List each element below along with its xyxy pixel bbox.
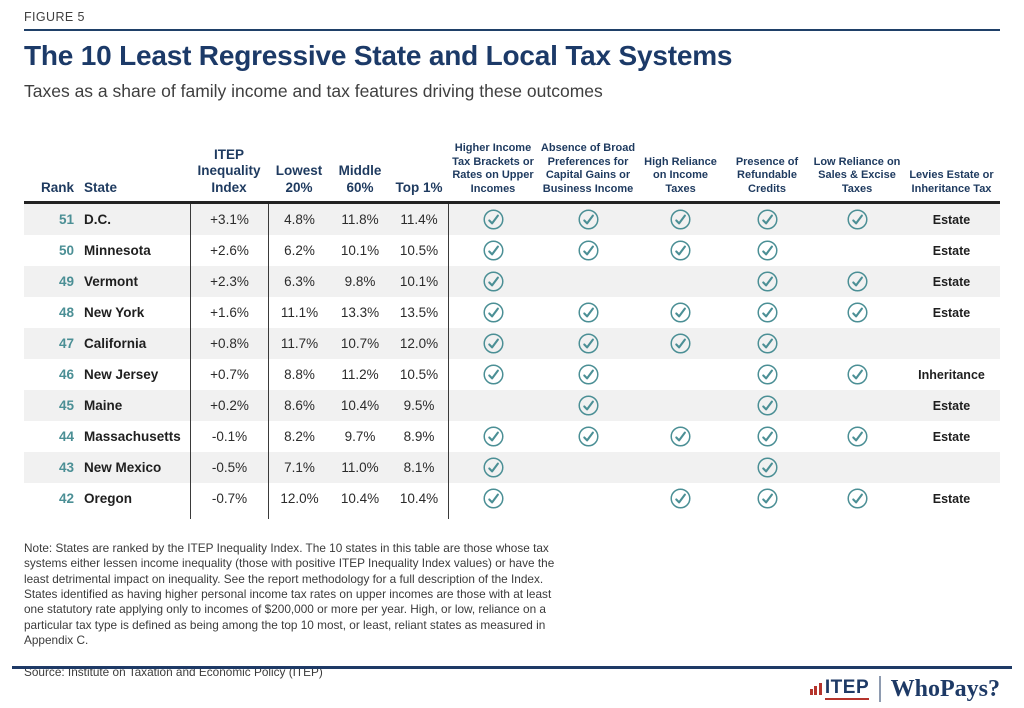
low-sales-reliance-cell <box>811 297 903 328</box>
no-capgains-prefs-cell <box>538 359 638 390</box>
lowest20-cell: 12.0% <box>268 483 330 514</box>
rank-cell <box>24 514 80 519</box>
check-circle-icon <box>483 240 504 261</box>
lowest20-cell: 4.8% <box>268 204 330 235</box>
estate-tax-cell: Inheritance <box>918 367 985 382</box>
figure-label: FIGURE 5 <box>24 10 85 24</box>
check-circle-icon <box>483 457 504 478</box>
check-circle-icon <box>483 426 504 447</box>
tax-table <box>24 118 1000 519</box>
low-sales-reliance-cell <box>811 514 903 519</box>
top1-cell: 12.0% <box>399 336 439 351</box>
refundable-credits-cell <box>723 359 811 390</box>
income-tax-reliance-cell <box>638 483 723 514</box>
index-cell: +0.8% <box>190 328 268 359</box>
higher-brackets-cell <box>448 421 538 452</box>
higher-brackets-cell <box>448 483 538 514</box>
low-sales-reliance-cell <box>811 390 903 421</box>
middle60-cell: 11.0% <box>341 460 379 475</box>
estate-tax-cell: Estate <box>932 274 971 289</box>
refundable-credits-cell <box>723 514 811 519</box>
low-sales-reliance-cell <box>811 235 903 266</box>
itep-logo <box>810 678 869 701</box>
col-header-rank: Rank <box>40 179 74 195</box>
check-circle-icon <box>578 426 599 447</box>
no-capgains-prefs-cell <box>538 421 638 452</box>
col-header-estate-tax: Levies Estate or Inheritance Tax <box>909 169 994 195</box>
lowest20-cell: 8.6% <box>268 390 330 421</box>
lowest20-cell: 8.2% <box>268 421 330 452</box>
refundable-credits-cell <box>723 483 811 514</box>
index-cell: -0.1% <box>190 421 268 452</box>
check-circle-icon <box>483 209 504 230</box>
state-cell: California <box>84 336 147 351</box>
check-circle-icon <box>483 488 504 509</box>
low-sales-reliance-cell <box>811 483 903 514</box>
higher-brackets-cell <box>448 297 538 328</box>
check-circle-icon <box>670 333 691 354</box>
income-tax-reliance-cell <box>638 235 723 266</box>
check-circle-icon <box>578 364 599 385</box>
state-cell: Vermont <box>84 274 139 289</box>
col-header-no-capgains-prefs: Absence of Broad Preferences for Capital Gains or Business Income <box>540 142 636 195</box>
low-sales-reliance-cell <box>811 266 903 297</box>
rank-cell: 49 <box>58 274 74 289</box>
income-tax-reliance-cell <box>638 514 723 519</box>
check-circle-icon <box>757 488 778 509</box>
state-cell: New Jersey <box>84 367 159 382</box>
source-text: Source: Institute on Taxation and Economic Policy (ITEP) <box>24 665 323 680</box>
middle60-cell: 10.4% <box>340 398 380 413</box>
check-circle-icon <box>483 302 504 323</box>
rank-cell: 45 <box>58 398 74 413</box>
higher-brackets-cell <box>448 359 538 390</box>
col-header-top1: Top 1% <box>395 179 443 195</box>
check-circle-icon <box>847 364 868 385</box>
middle60-cell: 11.2% <box>341 367 379 382</box>
no-capgains-prefs-cell <box>538 297 638 328</box>
itep-logo-tagline <box>825 698 869 700</box>
table-row <box>24 421 1000 452</box>
check-circle-icon <box>757 426 778 447</box>
lowest20-cell: 11.7% <box>268 328 330 359</box>
top1-cell: 11.4% <box>400 212 438 227</box>
estate-tax-cell: Estate <box>932 491 971 506</box>
low-sales-reliance-cell <box>811 359 903 390</box>
check-circle-icon <box>670 302 691 323</box>
state-cell: New Mexico <box>84 460 162 475</box>
check-circle-icon <box>847 426 868 447</box>
table-row <box>24 204 1000 235</box>
index-cell: +0.2% <box>190 390 268 421</box>
rank-cell: 42 <box>58 491 74 506</box>
no-capgains-prefs-cell <box>538 266 638 297</box>
index-cell: +3.1% <box>190 204 268 235</box>
check-circle-icon <box>757 240 778 261</box>
lowest20-cell: 7.1% <box>268 452 330 483</box>
top1-cell: 10.5% <box>399 367 439 382</box>
col-header-itep-index: ITEP Inequality Index <box>197 146 261 195</box>
table-header-row <box>24 118 1000 204</box>
higher-brackets-cell <box>448 235 538 266</box>
state-cell: Maine <box>84 398 123 413</box>
check-circle-icon <box>757 302 778 323</box>
check-circle-icon <box>847 209 868 230</box>
middle60-cell: 10.1% <box>340 243 380 258</box>
itep-bars-icon <box>810 683 822 700</box>
note-text: Note: States are ranked by the ITEP Inequality Index. The 10 states in this table are those whose tax systems either lessen income inequality (those with positive ITEP Inequality Index values) or have the least detrimental impact on inequality. See the report methodology for a full description of the Index. States identified as having higher personal income tax rates on upper incomes are those with at least one statutory rate applying only to incomes of $200,000 or more per year. High, or low, reliance on a particular tax type is defined as being among the top 10 most, or least, reliant states as measured in Appendix C. <box>24 541 555 647</box>
col-header-income-tax-reliance: High Reliance on Income Taxes <box>644 155 717 195</box>
lowest20-cell: 6.3% <box>268 266 330 297</box>
refundable-credits-cell <box>723 235 811 266</box>
lowest20-cell: 8.8% <box>268 359 330 390</box>
check-circle-icon <box>757 395 778 416</box>
top1-cell: 10.1% <box>399 274 439 289</box>
no-capgains-prefs-cell <box>538 328 638 359</box>
income-tax-reliance-cell <box>638 421 723 452</box>
table-row <box>24 235 1000 266</box>
state-cell: Massachusetts <box>84 429 181 444</box>
state-cell <box>80 514 190 519</box>
refundable-credits-cell <box>723 266 811 297</box>
state-cell: Oregon <box>84 491 133 506</box>
rank-cell: 51 <box>58 212 74 227</box>
no-capgains-prefs-cell <box>538 390 638 421</box>
estate-tax-cell <box>903 514 1000 519</box>
rank-cell: 46 <box>58 367 74 382</box>
state-cell: D.C. <box>84 212 111 227</box>
itep-logo-text: ITEP <box>824 676 870 698</box>
income-tax-reliance-cell <box>638 390 723 421</box>
footer <box>12 666 1012 702</box>
refundable-credits-cell <box>723 328 811 359</box>
middle60-cell: 11.8% <box>341 212 379 227</box>
income-tax-reliance-cell <box>638 452 723 483</box>
table-row <box>24 452 1000 483</box>
higher-brackets-cell <box>448 390 538 421</box>
middle60-cell: 10.7% <box>340 336 380 351</box>
low-sales-reliance-cell <box>811 452 903 483</box>
check-circle-icon <box>578 240 599 261</box>
refundable-credits-cell <box>723 421 811 452</box>
low-sales-reliance-cell <box>811 204 903 235</box>
estate-tax-cell <box>903 452 1000 483</box>
index-cell: +0.7% <box>190 359 268 390</box>
rank-cell: 43 <box>58 460 74 475</box>
income-tax-reliance-cell <box>638 204 723 235</box>
check-circle-icon <box>757 271 778 292</box>
refundable-credits-cell <box>723 297 811 328</box>
refundable-credits-cell <box>723 390 811 421</box>
check-circle-icon <box>670 209 691 230</box>
table-row <box>24 390 1000 421</box>
check-circle-icon <box>578 395 599 416</box>
col-header-lowest20: Lowest 20% <box>275 163 323 195</box>
check-circle-icon <box>847 488 868 509</box>
income-tax-reliance-cell <box>638 297 723 328</box>
index-cell <box>190 514 268 519</box>
higher-brackets-cell <box>448 328 538 359</box>
no-capgains-prefs-cell <box>538 483 638 514</box>
table-row <box>24 297 1000 328</box>
page-subtitle: Taxes as a share of family income and tax features driving these outcomes <box>24 81 603 101</box>
table-row <box>24 359 1000 390</box>
middle60-cell: 10.4% <box>340 491 380 506</box>
higher-brackets-cell <box>448 266 538 297</box>
page-title: The 10 Least Regressive State and Local Tax Systems <box>24 40 733 71</box>
index-cell: +1.6% <box>190 297 268 328</box>
estate-tax-cell: Estate <box>932 398 971 413</box>
check-circle-icon <box>670 488 691 509</box>
check-circle-icon <box>847 271 868 292</box>
check-circle-icon <box>757 457 778 478</box>
low-sales-reliance-cell <box>811 421 903 452</box>
table-row <box>24 483 1000 514</box>
income-tax-reliance-cell <box>638 328 723 359</box>
logo-separator <box>879 676 881 702</box>
lowest20-cell: 6.2% <box>268 235 330 266</box>
top1-cell <box>390 514 448 519</box>
estate-tax-cell <box>903 328 1000 359</box>
top1-cell: 9.5% <box>403 398 435 413</box>
index-cell: -0.5% <box>190 452 268 483</box>
estate-tax-cell: Estate <box>932 212 971 227</box>
check-circle-icon <box>483 271 504 292</box>
index-cell: +2.3% <box>190 266 268 297</box>
check-circle-icon <box>483 333 504 354</box>
rank-cell: 48 <box>58 305 74 320</box>
check-circle-icon <box>578 302 599 323</box>
col-header-state: State <box>84 179 118 195</box>
check-circle-icon <box>757 364 778 385</box>
check-circle-icon <box>757 209 778 230</box>
lowest20-cell: 11.1% <box>268 297 330 328</box>
col-header-low-sales-reliance: Low Reliance on Sales & Excise Taxes <box>813 155 901 195</box>
income-tax-reliance-cell <box>638 266 723 297</box>
higher-brackets-cell <box>448 514 538 519</box>
check-circle-icon <box>578 209 599 230</box>
col-header-higher-brackets: Higher Income Tax Brackets or Rates on Upper Incomes <box>452 142 534 195</box>
check-circle-icon <box>670 240 691 261</box>
col-header-middle60: Middle 60% <box>338 163 382 195</box>
lowest20-cell <box>268 514 330 519</box>
estate-tax-cell: Estate <box>932 243 971 258</box>
top1-cell: 8.9% <box>403 429 435 444</box>
rank-cell: 47 <box>58 336 74 351</box>
logo-row <box>12 676 1012 702</box>
col-header-refundable-credits: Presence of Refundable Credits <box>735 155 799 195</box>
rank-cell: 44 <box>58 429 74 444</box>
check-circle-icon <box>670 426 691 447</box>
no-capgains-prefs-cell <box>538 204 638 235</box>
estate-tax-cell: Estate <box>932 429 971 444</box>
whopays-logo-text: WhoPays? <box>890 676 1000 702</box>
middle60-cell: 9.8% <box>344 274 376 289</box>
middle60-cell <box>330 514 390 519</box>
index-cell: +2.6% <box>190 235 268 266</box>
table-body <box>24 204 1000 519</box>
top1-cell: 13.5% <box>399 305 439 320</box>
middle60-cell: 13.3% <box>340 305 380 320</box>
income-tax-reliance-cell <box>638 359 723 390</box>
higher-brackets-cell <box>448 452 538 483</box>
state-cell: New York <box>84 305 145 320</box>
table-row <box>24 328 1000 359</box>
refundable-credits-cell <box>723 204 811 235</box>
top1-cell: 8.1% <box>403 460 435 475</box>
estate-tax-cell: Estate <box>932 305 971 320</box>
check-circle-icon <box>757 333 778 354</box>
check-circle-icon <box>578 333 599 354</box>
check-circle-icon <box>483 364 504 385</box>
no-capgains-prefs-cell <box>538 452 638 483</box>
refundable-credits-cell <box>723 452 811 483</box>
state-cell: Minnesota <box>84 243 151 258</box>
header-rule <box>24 29 1000 31</box>
top1-cell: 10.4% <box>399 491 439 506</box>
middle60-cell: 9.7% <box>344 429 376 444</box>
check-circle-icon <box>847 302 868 323</box>
rank-cell: 50 <box>58 243 74 258</box>
no-capgains-prefs-cell <box>538 235 638 266</box>
low-sales-reliance-cell <box>811 328 903 359</box>
higher-brackets-cell <box>448 204 538 235</box>
no-capgains-prefs-cell <box>538 514 638 519</box>
table-bottom-stub <box>24 514 1000 519</box>
table-row <box>24 266 1000 297</box>
index-cell: -0.7% <box>190 483 268 514</box>
top1-cell: 10.5% <box>399 243 439 258</box>
